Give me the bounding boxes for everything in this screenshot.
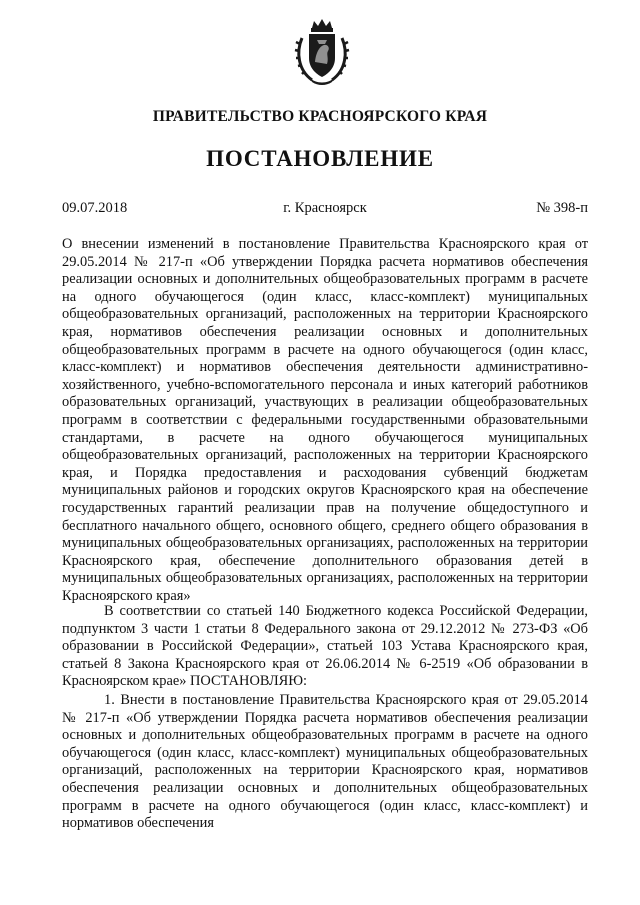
body-paragraph-2: 1. Внести в постановление Правительства Красноярского края от 29.05.2014 № 217-п «Об утверждении Порядка расчета нормативов обеспечения реализации основных и дополнительных общеобразовательных программ в расчете на одного обучающегося (один класс, класс-комплект) муниципальных общеобразовательных организаций, расположенных на территории Красноярского края, нормативов обеспечения реализации основных и дополнительных общеобразовательных программ в расчете на одного обучающегося (один класс, класс-комплект) и нормативов обеспечения bbox=[62, 692, 588, 832]
document-type-title: ПОСТАНОВЛЕНИЕ bbox=[206, 146, 434, 171]
government-title: ПРАВИТЕЛЬСТВО КРАСНОЯРСКОГО КРАЯ bbox=[152, 108, 488, 125]
document-date: 09.07.2018 bbox=[62, 200, 128, 216]
document-meta-row bbox=[62, 200, 588, 220]
krasnoyarsk-coat-of-arms-icon bbox=[294, 18, 350, 86]
document-number: № 398-п bbox=[536, 200, 588, 216]
document-subject: О внесении изменений в постановление Правительства Красноярского края от 29.05.2014 № 217-п «Об утверждении Порядка расчета нормативов обеспечения реализации основных и дополнительных общеобразовательных программ в расчете на одного обучающегося (один класс, класс-комплект) муниципальных общеобразовательных организаций, расположенных на территории Красноярского края, нормативов обеспечения реализации основных и дополнительных общеобразовательных программ в расчете на одного обучающегося (один класс, класс-комплект) и нормативов обеспечения деятельности административно-хозяйственного, учебно-вспомогательного персонала и иных категорий работников образовательных организаций, участвующих в реализации общеобразовательных программ в соответствии с федеральными государственными образовательными стандартами, в расчете на одного обучающегося муниципальных общеобразовательных организаций, расположенных на территории Красноярского края, и Порядка предоставления и расходования субвенций бюджетам муниципальных районов и городских округов Красноярского края на обеспечение государственных гарантий реализации прав на получение общедоступного и бесплатного начального общего, основного общего, среднего общего образования в муниципальных общеобразовательных организациях, расположенных на территории Красноярского края, обеспечение дополнительного образования детей в муниципальных общеобразовательных организациях, расположенных на территории Красноярского края» bbox=[62, 236, 588, 604]
body-paragraph-1: В соответствии со статьей 140 Бюджетного кодекса Российской Федерации, подпунктом 3 части 1 статьи 8 Федерального закона от 29.12.2012 № 273-ФЗ «Об образовании в Российской Федерации», статьей 103 Устава Красноярского края, статьей 8 Закона Красноярского края от 26.06.2014 № 6-2519 «Об образовании в Красноярском крае» ПОСТАНОВЛЯЮ: bbox=[62, 603, 588, 690]
document-city: г. Красноярск bbox=[283, 200, 367, 216]
